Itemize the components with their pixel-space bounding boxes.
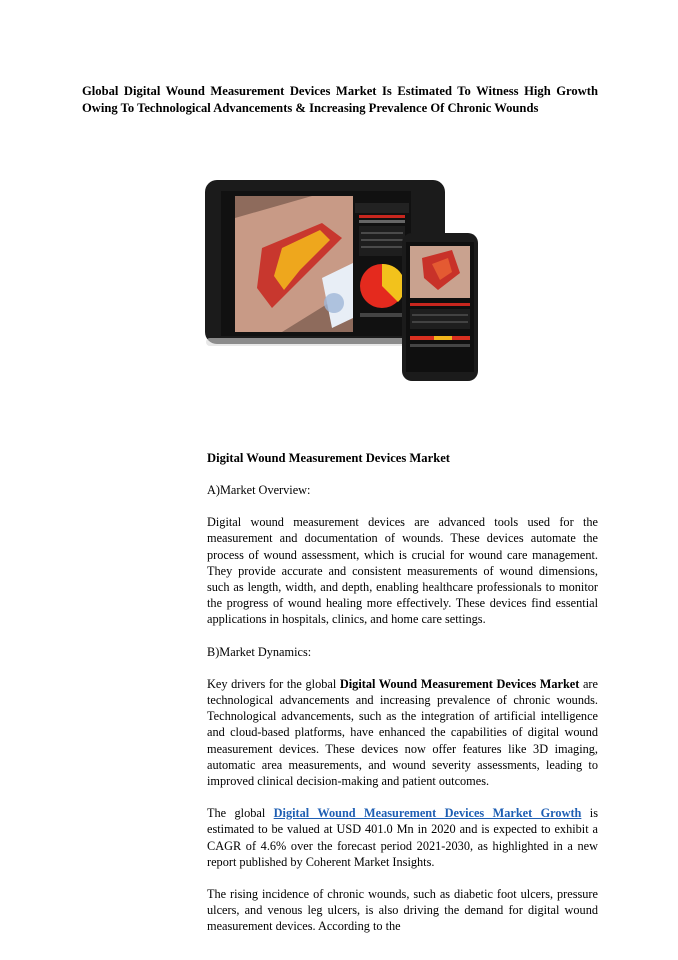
section-b-heading: B)Market Dynamics: [207,644,312,659]
market-overview-paragraph: Digital wound measurement devices are advanced tools used for the measurement and documentation of wounds. These devices automate the process of wound assessment, which is crucial for wound care management. They provide accurate and consistent measurements of wound dimensions, such as length, width, and depth, enabling healthcare professionals to monitor the progress of wound healing more effectively. These devices find essential applications in hospitals, clinics, and home care settings. [207,515,598,627]
market-drivers-paragraph [207,676,598,789]
growth-body-text: is estimated to be valued at USD 401.0 Mn in 2020 and is expected to exhibit a CAGR of 4.6% over the forecast period 2021-2030, as highlighted in a new report published by Coherent Market Insights. [207,806,598,869]
drivers-body-text: are technological advancements and increasing prevalence of chronic wounds. Technological advancements, such as the integration of artificial intelligence and cloud-based platforms, have enhanced the capabilities of digital wound measurement devices. These devices now offer features like 3D imaging, automatic area measurements, and wound severity assessments, leading to improved clinical decision-making and patient outcomes. [207,676,598,789]
tablet-and-phone-wound-app-image [202,178,482,383]
section-a-heading: A)Market Overview: [207,483,311,497]
chronic-wounds-paragraph: The rising incidence of chronic wounds, such as diabetic foot ulcers, pressure ulcers, and venous leg ulcers, is also driving the demand for digital wound measurement devices. According to the [207,887,598,934]
market-growth-paragraph [207,805,598,870]
growth-intro-text: The global [207,806,274,821]
devices-hero-image [202,178,482,383]
document-title: Global Digital Wound Measurement Devices Market Is Estimated To Witness High Growth Owing To Technological Advancements & Increasing Prevalence Of Chronic Wounds [82,84,598,115]
article-heading: Digital Wound Measurement Devices Market [207,451,450,465]
drivers-intro-text: Key drivers for the global [207,676,340,691]
article-body [207,450,598,951]
market-growth-link[interactable]: Digital Wound Measurement Devices Market Growth [273,806,582,821]
drivers-bold-term: Digital Wound Measurement Devices Market [339,676,580,691]
